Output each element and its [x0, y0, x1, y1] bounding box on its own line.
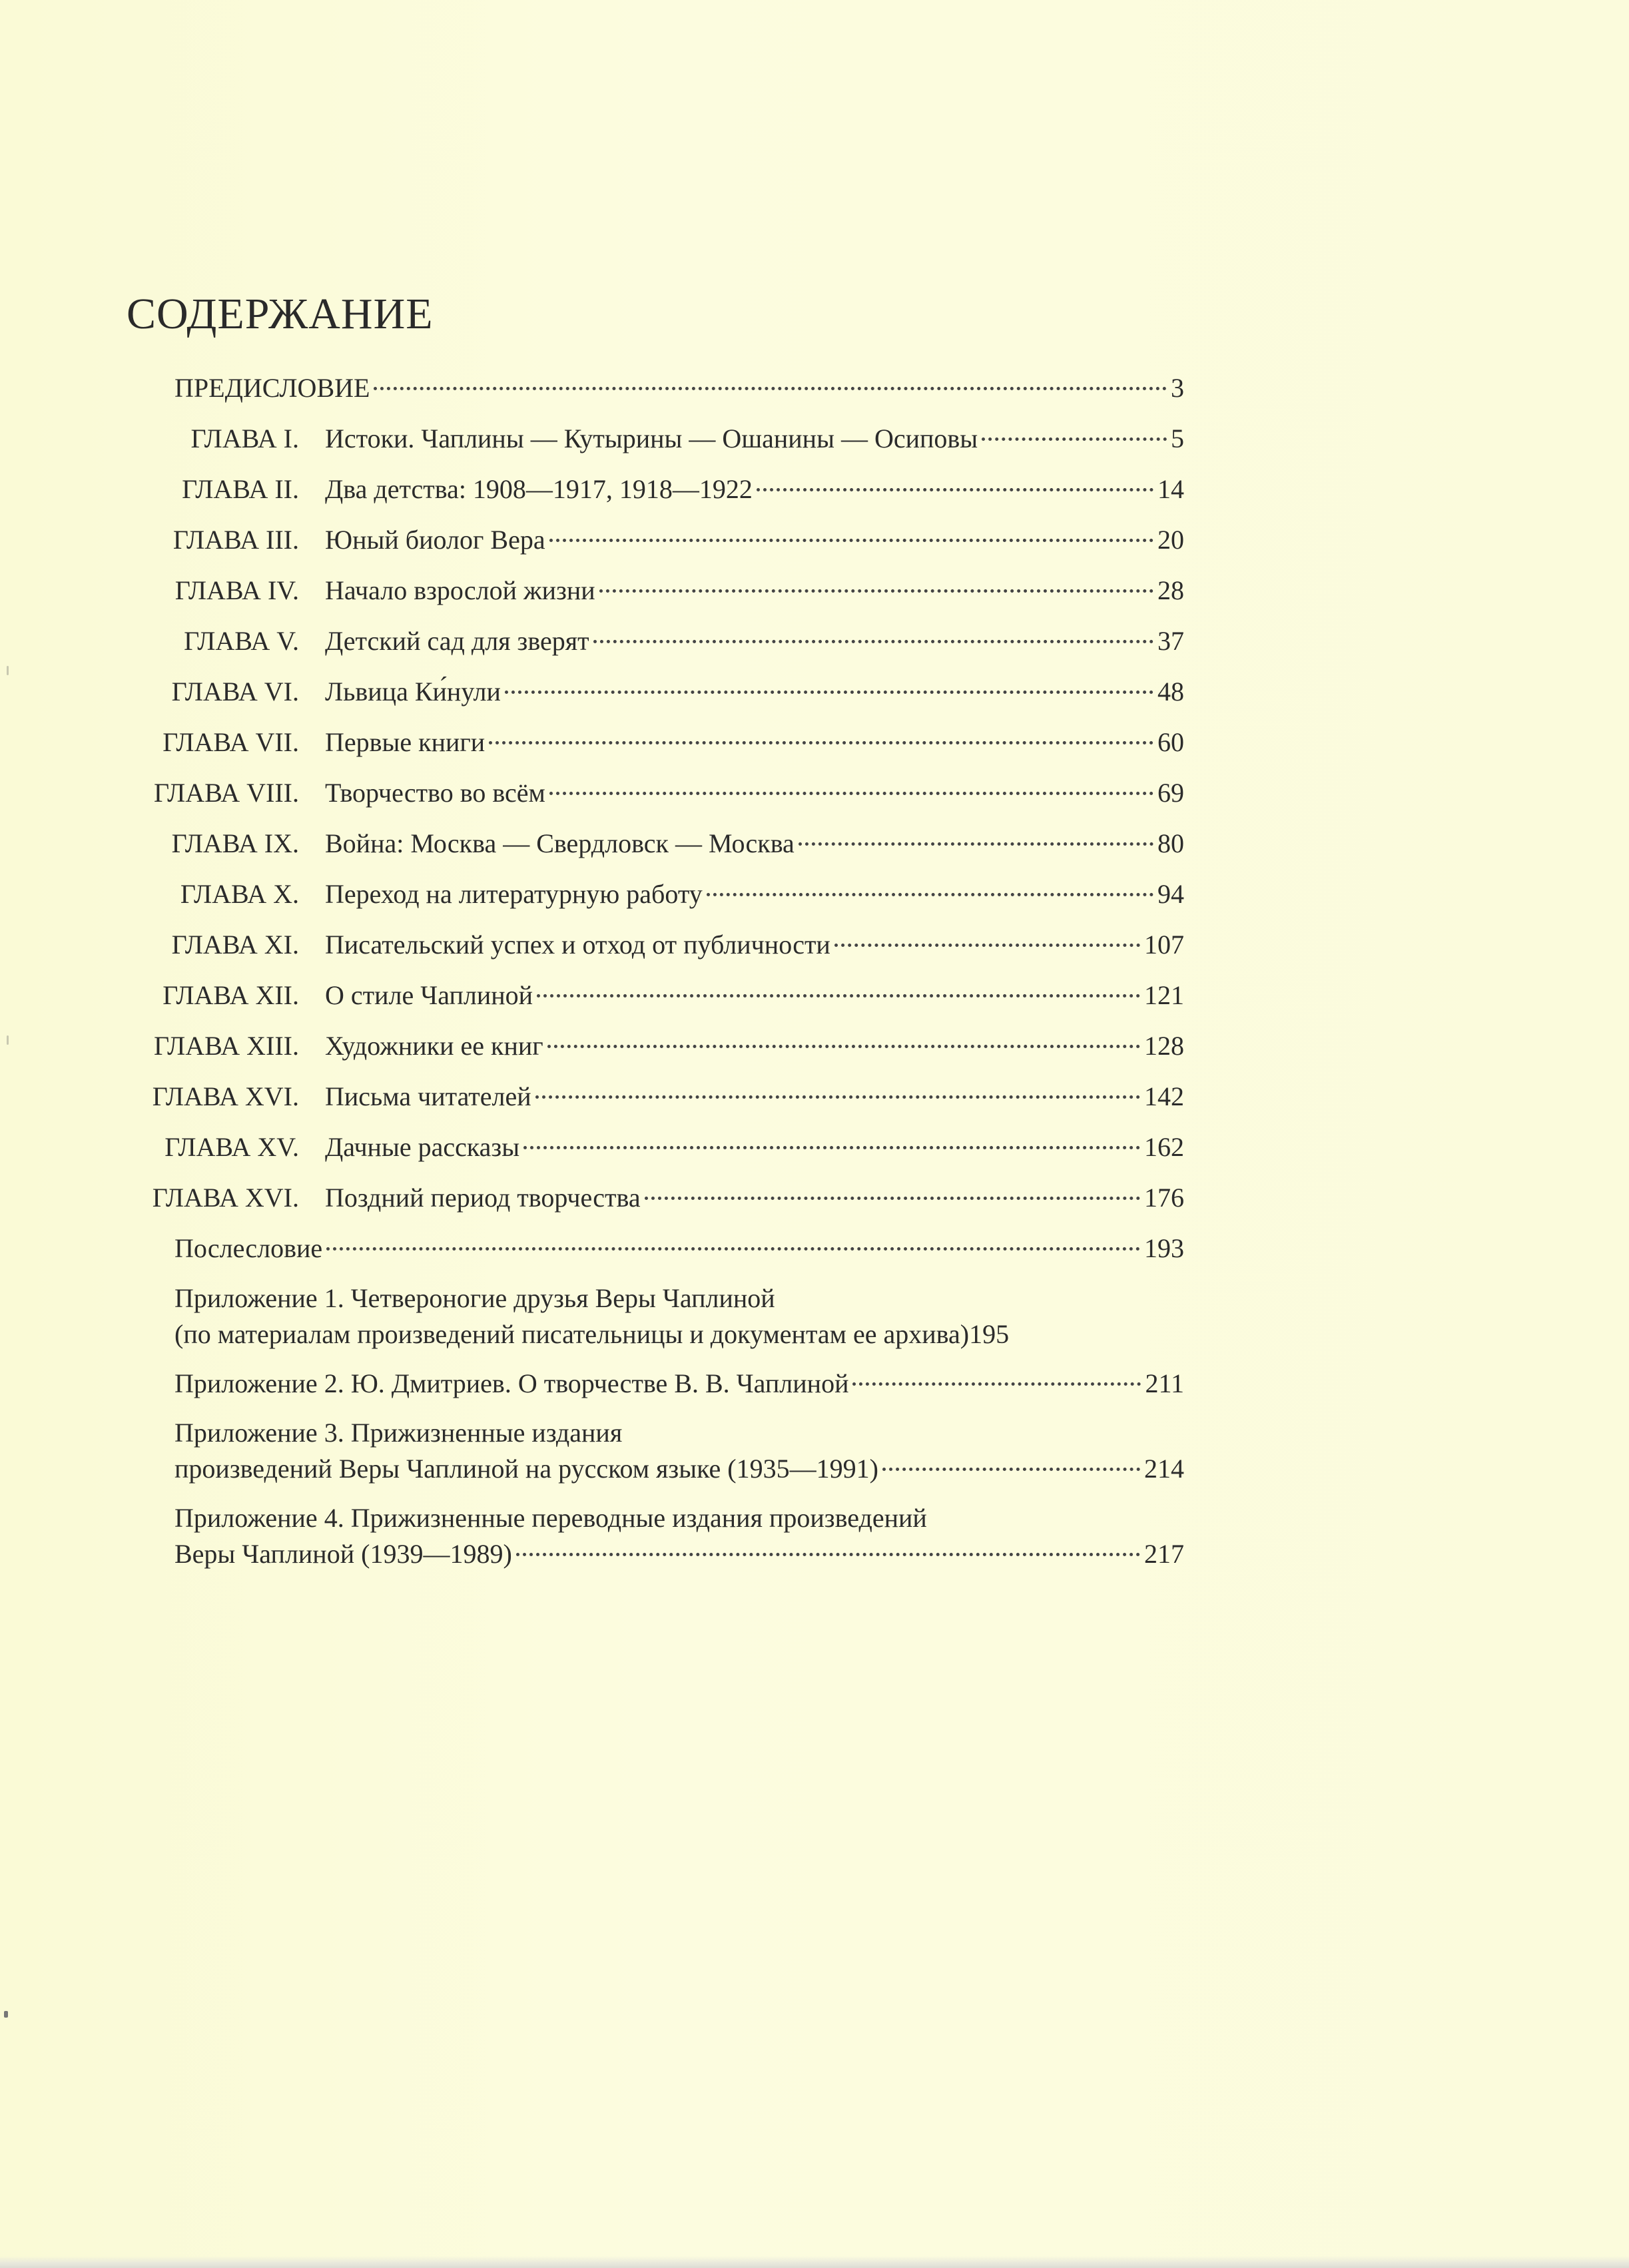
page-bottom-edge [0, 2256, 1629, 2268]
toc-title: Художники ее книг [325, 1031, 543, 1061]
toc-title: Поздний период творчества [325, 1183, 641, 1213]
toc-appendix-entry [0, 1500, 1629, 1572]
toc-line [325, 768, 1184, 818]
toc-appendix-title-line [174, 1415, 1184, 1451]
toc-entry [0, 717, 1629, 768]
toc-title: Творчество во всём [325, 778, 545, 808]
toc-chapter-label: ГЛАВА VIII. [153, 778, 299, 808]
toc-appendix-entry [0, 1280, 1629, 1352]
scan-speck [7, 666, 9, 675]
toc-dot-leader [834, 944, 1140, 947]
toc-dot-leader [599, 589, 1153, 593]
toc-line [325, 515, 1184, 565]
toc-dot-leader [523, 1146, 1140, 1149]
toc-line [325, 1122, 1184, 1173]
toc-page-number: 3 [1171, 373, 1184, 403]
toc-page-number: 14 [1157, 474, 1184, 504]
toc-page-number: 28 [1157, 575, 1184, 605]
toc-entry [0, 970, 1629, 1021]
toc-dot-leader [757, 488, 1153, 491]
toc-appendix-last-line [174, 1316, 1184, 1352]
scan-speck [4, 2011, 8, 2018]
toc-appendix-entry [0, 1366, 1629, 1402]
toc-chapter-label: ГЛАВА VII. [163, 727, 299, 757]
toc-dot-leader [549, 539, 1153, 542]
toc-appendix-title: Веры Чаплиной (1939—1989) [174, 1539, 512, 1569]
toc-line [325, 565, 1184, 616]
toc-appendix-title-line [174, 1500, 1184, 1536]
toc-line [325, 414, 1184, 464]
toc-entry [0, 616, 1629, 667]
toc-title: Переход на литературную работу [325, 879, 703, 909]
toc-appendix-title: (по материалам произведений писательницы и документам ее архива) [174, 1319, 970, 1349]
toc-page-number: 60 [1157, 727, 1184, 757]
toc-rows [0, 363, 1629, 1274]
toc-dot-leader [852, 1382, 1141, 1386]
toc-title: Начало взрослой жизни [325, 575, 595, 605]
toc-page-number: 128 [1144, 1031, 1184, 1061]
toc-title: Писательский успех и отход от публичности [325, 930, 830, 960]
toc-chapter-label: ГЛАВА I. [190, 424, 299, 453]
toc-appendix-entry [0, 1415, 1629, 1487]
toc-entry [0, 768, 1629, 818]
toc-page-number: 37 [1157, 626, 1184, 656]
toc-page-number: 121 [1144, 980, 1184, 1010]
toc-page-number: 69 [1157, 778, 1184, 808]
toc-page-number: 211 [1145, 1368, 1184, 1398]
toc-appendix-title: Приложение 1. Четвероногие друзья Веры Чаплиной [174, 1283, 775, 1313]
toc-entry [0, 464, 1629, 515]
toc-entry [0, 1071, 1629, 1122]
toc-entry [0, 1223, 1629, 1274]
toc-title: О стиле Чаплиной [325, 980, 533, 1010]
toc-appendix-title: произведений Веры Чаплиной на русском языке (1935—1991) [174, 1454, 878, 1484]
toc-entry [0, 869, 1629, 920]
toc-appendix-last-line [174, 1366, 1184, 1402]
toc-dot-leader [505, 691, 1153, 694]
toc-page-number: 214 [1144, 1454, 1184, 1484]
toc-spacer [0, 1274, 1629, 1280]
toc-chapter-label: ГЛАВА XIII. [153, 1031, 299, 1061]
toc-chapter-label: ГЛАВА X. [180, 879, 299, 909]
toc-entry [0, 920, 1629, 970]
toc-page-number: 176 [1144, 1183, 1184, 1213]
toc-line [325, 1071, 1184, 1122]
toc-dot-leader [547, 1045, 1140, 1048]
toc-chapter-label: ГЛАВА IV. [174, 575, 299, 605]
toc-chapter-label: ГЛАВА IX. [171, 828, 299, 858]
toc-title: Письма читателей [325, 1081, 531, 1111]
table-of-contents [0, 363, 1629, 1585]
toc-chapter-label: ГЛАВА XVI. [152, 1183, 299, 1213]
toc-title: Дачные рассказы [325, 1132, 520, 1162]
toc-title: Юный биолог Вера [325, 525, 545, 555]
toc-dot-leader [799, 842, 1153, 846]
toc-title: Львица Ки́нули [325, 677, 501, 707]
toc-line [325, 818, 1184, 869]
toc-chapter-label: ГЛАВА XI. [171, 930, 299, 960]
toc-title: ПРЕДИСЛОВИЕ [174, 373, 370, 403]
toc-title: Два детства: 1908—1917, 1918—1922 [325, 474, 753, 504]
toc-line [174, 363, 1184, 414]
toc-page-number: 193 [1144, 1233, 1184, 1263]
toc-title: Война: Москва — Свердловск — Москва [325, 828, 795, 858]
toc-dot-leader [882, 1468, 1140, 1471]
toc-dot-leader [593, 640, 1153, 643]
toc-title: Послесловие [174, 1233, 323, 1263]
toc-page-number: 48 [1157, 677, 1184, 707]
toc-line [325, 717, 1184, 768]
toc-dot-leader [489, 741, 1153, 744]
toc-page-number: 80 [1157, 828, 1184, 858]
toc-chapter-label: ГЛАВА V. [184, 626, 299, 656]
toc-entry [0, 667, 1629, 717]
toc-chapter-label: ГЛАВА XV. [164, 1132, 299, 1162]
toc-appendix-title: Приложение 4. Прижизненные переводные издания произведений [174, 1503, 927, 1533]
toc-dot-leader [537, 994, 1140, 997]
toc-chapter-label: ГЛАВА II. [182, 474, 299, 504]
toc-appendices [0, 1280, 1629, 1572]
toc-appendix-title: Приложение 2. Ю. Дмитриев. О творчестве В. В. Чаплиной [174, 1368, 849, 1398]
toc-page-number: 195 [969, 1319, 1010, 1349]
toc-entry [0, 1122, 1629, 1173]
toc-page-number: 217 [1144, 1539, 1184, 1569]
toc-dot-leader [707, 893, 1153, 896]
toc-entry [0, 363, 1629, 414]
toc-page-number: 162 [1144, 1132, 1184, 1162]
toc-title: Детский сад для зверят [325, 626, 589, 656]
toc-entry [0, 565, 1629, 616]
toc-line [325, 1173, 1184, 1223]
toc-dot-leader [982, 437, 1167, 441]
toc-chapter-label: ГЛАВА XVI. [152, 1081, 299, 1111]
toc-line [325, 869, 1184, 920]
toc-line [325, 616, 1184, 667]
toc-chapter-label: ГЛАВА XII. [163, 980, 299, 1010]
toc-title: Истоки. Чаплины — Кутырины — Ошанины — Осиповы [325, 424, 978, 453]
toc-page-number: 5 [1171, 424, 1184, 453]
toc-entry [0, 515, 1629, 565]
toc-entry [0, 414, 1629, 464]
toc-line [174, 1223, 1184, 1274]
toc-line [325, 464, 1184, 515]
toc-page-number: 20 [1157, 525, 1184, 555]
toc-entry [0, 1173, 1629, 1223]
toc-dot-leader [549, 792, 1153, 795]
scan-speck [7, 1035, 9, 1045]
toc-entry [0, 1021, 1629, 1071]
toc-page-number: 94 [1157, 879, 1184, 909]
toc-chapter-label: ГЛАВА VI. [171, 677, 299, 707]
toc-appendix-title: Приложение 3. Прижизненные издания [174, 1418, 623, 1448]
toc-appendix-title-line [174, 1280, 1184, 1316]
toc-title: Первые книги [325, 727, 486, 757]
toc-dot-leader [645, 1197, 1140, 1200]
toc-page-number: 107 [1144, 930, 1184, 960]
toc-line [325, 920, 1184, 970]
toc-page-number: 142 [1144, 1081, 1184, 1111]
toc-dot-leader [374, 387, 1167, 390]
toc-entry [0, 818, 1629, 869]
toc-dot-leader [326, 1247, 1140, 1251]
page-title: СОДЕРЖАНИЕ [127, 290, 434, 339]
toc-line [325, 970, 1184, 1021]
toc-appendix-last-line [174, 1536, 1184, 1572]
toc-appendix-last-line [174, 1451, 1184, 1487]
toc-line [325, 1021, 1184, 1071]
toc-line [325, 667, 1184, 717]
toc-dot-leader [516, 1553, 1140, 1556]
toc-chapter-label: ГЛАВА III. [172, 525, 299, 555]
toc-dot-leader [535, 1095, 1140, 1099]
